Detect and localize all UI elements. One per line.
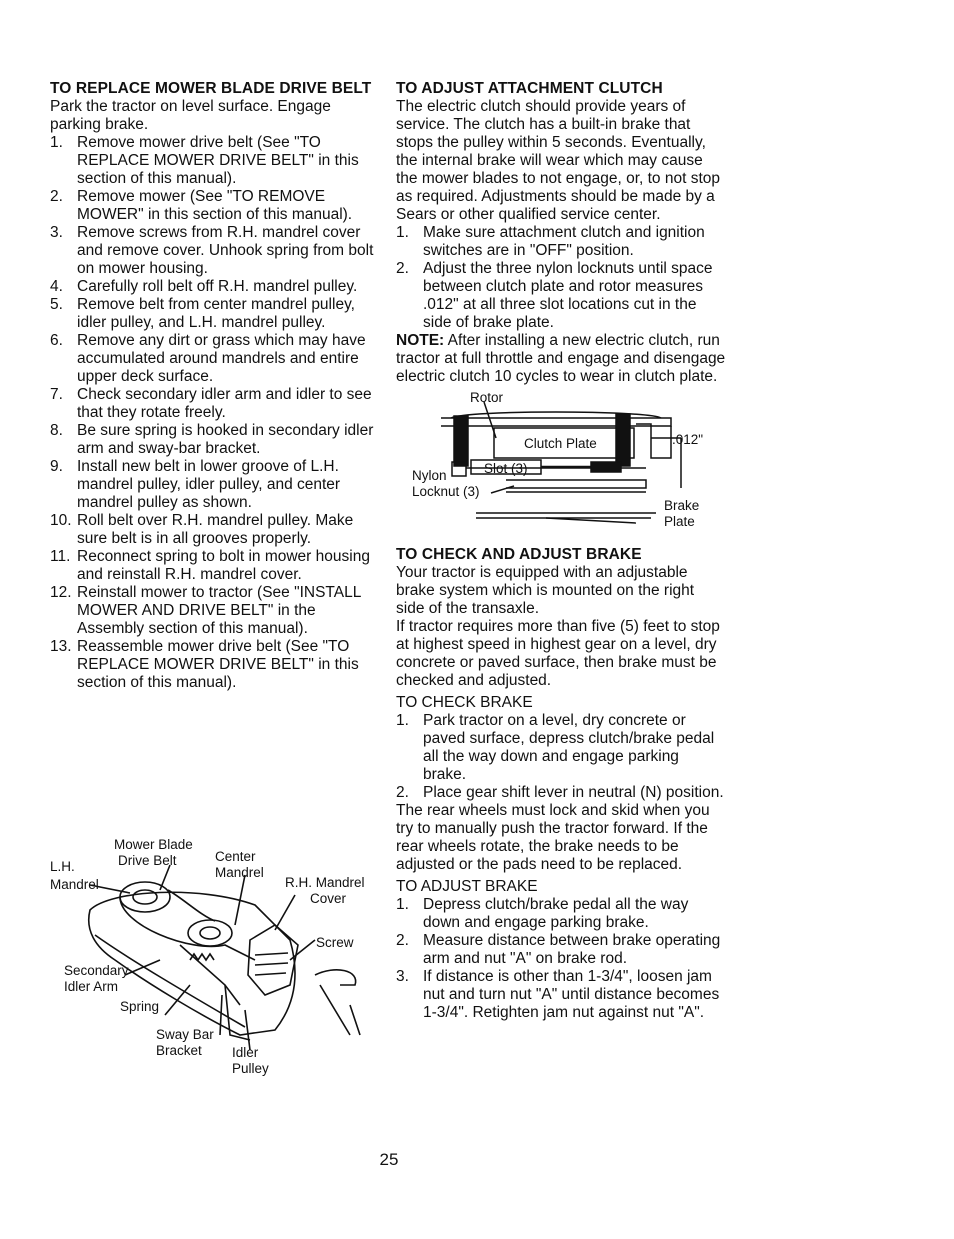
step-item: 11. Reconnect spring to bolt in mower housing and reinstall R.H. mandrel cover. — [50, 548, 370, 583]
step-item: 2. Place gear shift lever in neutral (N) position. — [396, 784, 724, 801]
label-rh-mandrel: R.H. Mandrel — [285, 875, 365, 890]
clutch-note: NOTE: After installing a new electric clutch, run tractor at full throttle and engage and disengage electric clutch 10 cycles to wear in clutch plate. — [396, 332, 726, 385]
page-number: 25 — [379, 1150, 399, 1169]
label-secondary: Secondary — [64, 963, 129, 978]
step-item: 7. Check secondary idler arm and idler to see that they rotate freely. — [50, 386, 372, 421]
step-item: 3. Remove screws from R.H. mandrel cover and remove cover. Unhook spring from bolt on mower housing. — [50, 224, 374, 277]
clutch-intro: The electric clutch should provide years of service. The clutch has a built-in brake that stops the pulley within 5 seconds. Eventually, the internal brake will wear which may cause the mower blades to not engage, or, to not stop as required. Adjustments should be made by a Sears or other qualified service center. — [396, 98, 720, 223]
label-locknut: Locknut (3) — [412, 484, 480, 499]
heading-adjust-clutch: TO ADJUST ATTACHMENT CLUTCH — [396, 80, 663, 97]
step-item: 1. Park tractor on a level, dry concrete or paved surface, depress clutch/brake pedal all the way down and engage parking brake. — [396, 712, 715, 783]
label-center: Center — [215, 849, 256, 864]
brake-paragraph-1: Your tractor is equipped with an adjustable brake system which is mounted on the right side of the transaxle. — [396, 564, 695, 617]
label-idler: Idler — [232, 1045, 259, 1060]
step-item: 10. Roll belt over R.H. mandrel pulley. Make sure belt is in all grooves properly. — [50, 512, 354, 547]
subheading-adjust-brake: TO ADJUST BRAKE — [396, 878, 538, 895]
label-clutch-plate: Clutch Plate — [524, 436, 597, 451]
step-item: 1. Make sure attachment clutch and ignition switches are in "OFF" position. — [396, 224, 705, 259]
left-column — [50, 80, 375, 692]
label-rotor: Rotor — [470, 390, 504, 405]
label-gap: .012" — [672, 432, 704, 447]
intro-text: Park the tractor on level surface. Engage parking brake. — [50, 98, 331, 133]
step-item: 4. Carefully roll belt off R.H. mandrel pulley. — [50, 278, 358, 295]
clutch-figure — [396, 388, 726, 540]
label-center-mandrel: Mandrel — [215, 865, 264, 880]
step-item: 1. Remove mower drive belt (See "TO REPLACE MOWER DRIVE BELT" in this section of this manual). — [50, 134, 359, 187]
label-lh-mandrel: Mandrel — [50, 877, 99, 892]
brake-paragraph-2: If tractor requires more than five (5) feet to stop at highest speed in highest gear on a level, dry concrete or paved surface, then brake must be checked and adjusted. — [396, 618, 720, 689]
label-lh: L.H. — [50, 859, 75, 874]
step-item: 1. Depress clutch/brake pedal all the way down and engage parking brake. — [396, 896, 689, 931]
replace-belt-steps — [50, 134, 375, 692]
label-pulley: Pulley — [232, 1061, 269, 1076]
step-item: 6. Remove any dirt or grass which may have accumulated around mandrels and entire upper deck surface. — [50, 332, 366, 385]
step-item: 9. Install new belt in lower groove of L.H. mandrel pulley, idler pulley, and center mandrel pulley as shown. — [50, 458, 341, 511]
label-nylon: Nylon — [412, 468, 447, 483]
label-spring: Spring — [120, 999, 160, 1014]
step-item: 5. Remove belt from center mandrel pulley, idler pulley, and L.H. mandrel pulley. — [50, 296, 355, 331]
subheading-check-brake: TO CHECK BRAKE — [396, 694, 533, 711]
label-drive-belt: Drive Belt — [118, 853, 177, 868]
label-screw: Screw — [316, 935, 354, 950]
label-mower-blade: Mower Blade — [114, 837, 193, 852]
step-item: 2. Measure distance between brake operating arm and nut "A" on brake rod. — [396, 932, 721, 967]
step-item: 2. Remove mower (See "TO REMOVE MOWER" in this section of this manual). — [50, 188, 353, 223]
mower-deck-figure — [50, 835, 380, 1085]
label-cover: Cover — [310, 891, 347, 906]
adjust-brake-steps — [396, 896, 726, 1022]
step-item: 8. Be sure spring is hooked in secondary idler arm and sway-bar bracket. — [50, 422, 374, 457]
step-item: 12. Reinstall mower to tractor (See "INSTALL MOWER AND DRIVE BELT" in the Assembly section of this manual). — [50, 584, 361, 637]
label-idler-arm: Idler Arm — [64, 979, 119, 994]
step-item: 3. If distance is other than 1-3/4", loosen jam nut and turn nut "A" until distance becomes 1-3/4". Retighten jam nut against nut "A". — [396, 968, 720, 1021]
clutch-steps — [396, 224, 726, 332]
right-column — [396, 80, 726, 1022]
heading-replace-blade-belt: TO REPLACE MOWER BLADE DRIVE BELT — [50, 80, 372, 97]
label-brake: Brake — [664, 498, 700, 513]
check-brake-result: The rear wheels must lock and skid when you try to manually push the tractor forward. If the rear wheels rotate, the brake needs to be adjusted or the pads need to be replaced. — [396, 802, 710, 873]
label-plate: Plate — [664, 514, 695, 529]
step-item: 2. Adjust the three nylon locknuts until space between clutch plate and rotor measures .012" at all three slot locations cut in the side of brake plate. — [396, 260, 713, 331]
check-brake-steps — [396, 712, 726, 802]
label-bracket: Bracket — [156, 1043, 202, 1058]
label-sway-bar: Sway Bar — [156, 1027, 214, 1042]
step-item: 13. Reassemble mower drive belt (See "TO REPLACE MOWER DRIVE BELT" in this section of this manual). — [50, 638, 359, 691]
heading-check-adjust-brake: TO CHECK AND ADJUST BRAKE — [396, 546, 642, 563]
label-slot: Slot (3) — [484, 461, 528, 476]
